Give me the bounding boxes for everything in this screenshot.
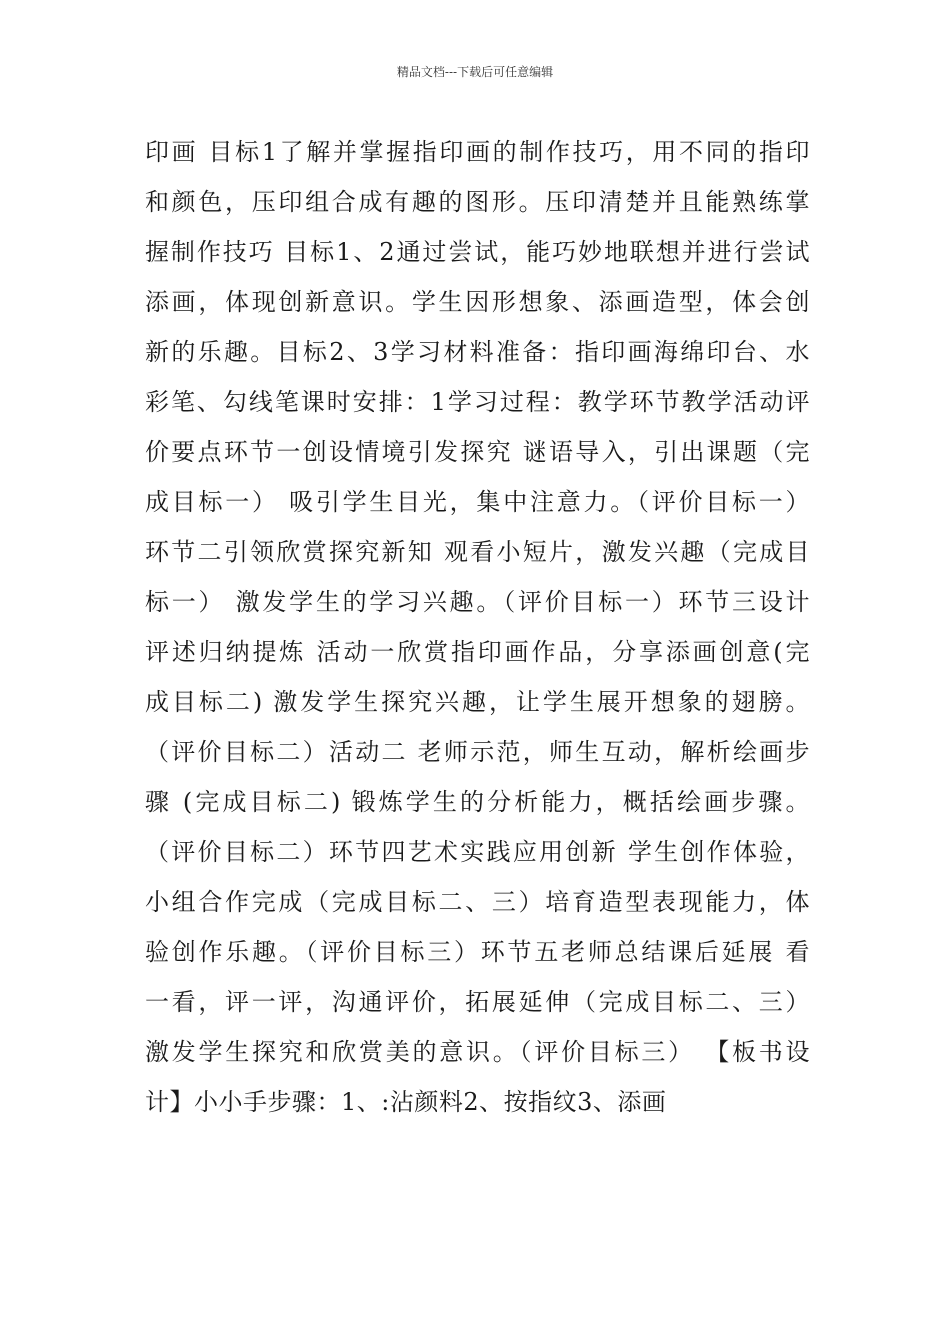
body-line: 印画 目标1了解并掌握指印画的制作技巧，用不同的指印 — [145, 138, 810, 166]
body-line: 标一） 激发学生的学习兴趣。（评价目标一）环节三设计 — [145, 588, 810, 616]
body-line: 评述归纳提炼 活动一欣赏指印画作品，分享添画创意(完 — [145, 638, 810, 666]
body-line: 成目标一） 吸引学生目光，集中注意力。（评价目标一） — [145, 488, 810, 516]
body-line: （评价目标二）活动二 老师示范，师生互动，解析绘画步 — [145, 738, 810, 766]
body-line-last: 计】小小手步骤：1、:沾颜料2、按指纹3、添画 — [145, 1088, 667, 1116]
body-line: 新的乐趣。目标2、3学习材料准备：指印画海绵印台、水 — [145, 338, 810, 366]
body-line: 握制作技巧 目标1、2通过尝试，能巧妙地联想并进行尝试 — [145, 238, 810, 266]
body-line: 成目标二) 激发学生探究兴趣，让学生展开想象的翅膀。 — [145, 688, 810, 716]
body-line: 添画，体现创新意识。学生因形想象、添画造型，体会创 — [145, 288, 810, 316]
body-line: 一看，评一评，沟通评价，拓展延伸（完成目标二、三） — [145, 988, 810, 1016]
page-header: 精品文档---下载后可任意编辑 — [396, 65, 554, 79]
body-line: 激发学生探究和欣赏美的意识。（评价目标三） 【板书设 — [145, 1038, 810, 1066]
body-line: 验创作乐趣。（评价目标三）环节五老师总结课后延展 看 — [145, 938, 810, 966]
body-line: 彩笔、勾线笔课时安排：1学习过程：教学环节教学活动评 — [145, 388, 810, 416]
body-line: 价要点环节一创设情境引发探究 谜语导入，引出课题（完 — [145, 438, 810, 466]
body-line: （评价目标二）环节四艺术实践应用创新 学生创作体验， — [145, 838, 810, 866]
body-line: 环节二引领欣赏探究新知 观看小短片，激发兴趣（完成目 — [145, 538, 810, 566]
body-line: 和颜色，压印组合成有趣的图形。压印清楚并且能熟练掌 — [145, 188, 810, 216]
document-body — [145, 127, 810, 1127]
body-line: 小组合作完成（完成目标二、三）培育造型表现能力，体 — [145, 888, 810, 916]
body-line: 骤 (完成目标二) 锻炼学生的分析能力，概括绘画步骤。 — [145, 788, 810, 816]
